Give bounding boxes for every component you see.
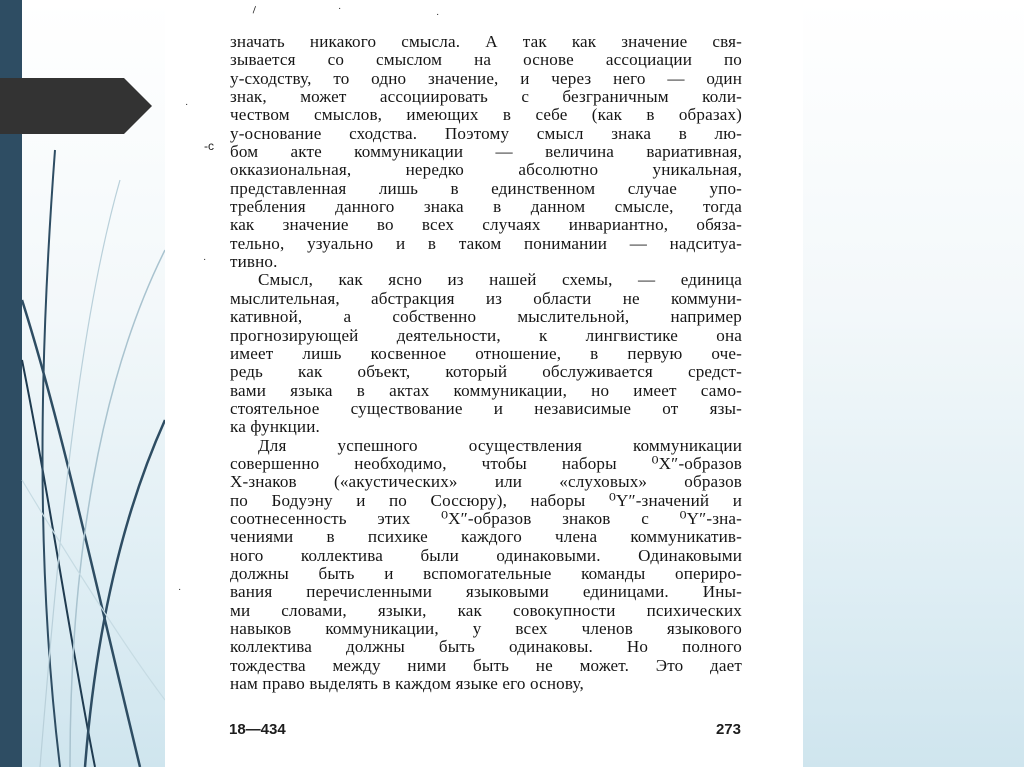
text-line: как значение во всех случаях инвариантно, обяза-: [230, 215, 742, 235]
text-line: окказиональная, нередко абсолютно уникальная,: [230, 160, 742, 180]
text-line: мыслительная, абстракция из области не коммуни-: [230, 288, 742, 308]
text-line: значать никакого смысла. А так как значение свя-: [230, 32, 742, 51]
text-line: чеством смыслов, имеющих в себе (как в образах): [230, 105, 742, 125]
text-line: y-сходству, то одно значение, и через него — один: [230, 68, 742, 88]
text-line: вами языка в актах коммуникации, но имеет само-: [230, 380, 742, 400]
text-line: Для успешного осуществления коммуникации: [258, 435, 742, 455]
text-line: коллектива должны быть одинаковы. Но полного: [230, 637, 742, 657]
text-line: ка функции.: [230, 417, 320, 437]
page-footer: [229, 721, 741, 741]
text-line: соотнесенность этих ⁰X″-образов знаков с ⁰Y″-зна-: [230, 508, 742, 528]
text-line: тождества между ними быть не может. Это дает: [230, 655, 742, 675]
text-line: тельно, узуально и в таком понимании — надситуа-: [230, 233, 742, 253]
text-line: представленная лишь в единственном случае упо-: [230, 178, 742, 198]
text-line: имеет лишь косвенное отношение, в первую оче-: [230, 343, 742, 363]
text-line: ного коллектива были одинаковыми. Одинаковыми: [230, 545, 742, 565]
text-line: y-основание сходства. Поэтому смысл знака в лю-: [230, 123, 742, 143]
margin-mark: -c: [204, 139, 214, 153]
text-line: Смысл, как ясно из нашей схемы, — единица: [258, 270, 742, 290]
document-text: [230, 33, 742, 693]
text-line: X-знаков («акустических» или «слуховых» образов: [230, 472, 742, 492]
text-line: навыков коммуникации, у всех членов языкового: [230, 619, 742, 638]
text-line: бом акте коммуникации — величина вариативная,: [230, 142, 742, 162]
text-line: должны быть и вспомогательные команды опериро-: [230, 563, 742, 583]
text-line: совершенно необходимо, чтобы наборы ⁰X″-образов: [230, 453, 742, 473]
text-line: стоятельное существование и независимые от язы-: [230, 398, 742, 418]
text-line: тивно.: [230, 252, 278, 272]
text-line: прогнозирующей деятельности, к лингвистике она: [230, 325, 742, 345]
page-number: 273: [715, 721, 741, 738]
scan-mark: \: [249, 5, 258, 16]
text-line: нам право выделять в каждом языке его основу,: [230, 674, 584, 694]
signature-mark: 18—434: [229, 721, 286, 738]
scan-mark: ·: [178, 584, 182, 595]
text-line: кативной, а собственно мыслительной, например: [230, 307, 742, 327]
scan-mark: ·: [185, 99, 189, 110]
scan-mark: ·: [338, 3, 342, 14]
text-line: требления данного знака в данном смысле, тогда: [230, 197, 742, 217]
arrow-tab-shape: [0, 78, 152, 134]
text-line: чениями в психике каждого члена коммуникатив-: [230, 527, 742, 547]
text-line: ми словами, языки, как совокупности психических: [230, 600, 742, 620]
scan-mark: ·: [436, 9, 440, 20]
text-line: вания перечисленными языковыми единицами. Ины-: [230, 582, 742, 602]
scan-mark: ·: [203, 254, 207, 265]
text-line: по Бодуэну и по Соссюру), наборы ⁰Y″-значений и: [230, 490, 742, 510]
text-line: знак, может ассоциировать с безграничным коли-: [230, 87, 742, 107]
text-line: зывается со смыслом на основе ассоциации по: [230, 50, 742, 70]
text-line: редь как объект, который обслуживается средст-: [230, 362, 742, 382]
